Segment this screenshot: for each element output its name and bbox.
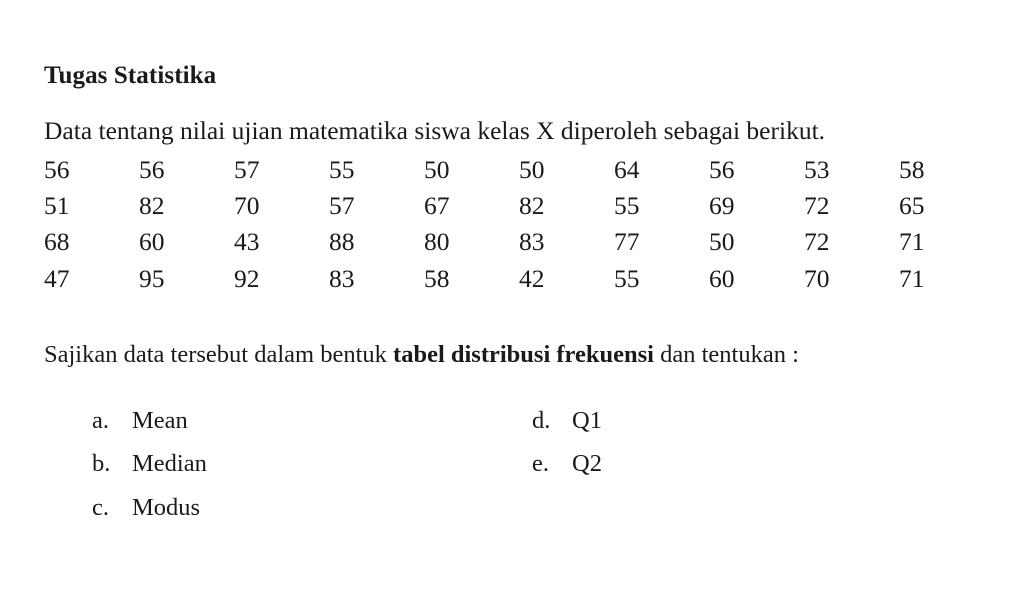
data-cell: 92 bbox=[234, 263, 260, 293]
data-cell: 83 bbox=[519, 227, 545, 257]
data-cell: 77 bbox=[614, 227, 640, 257]
data-cell: 72 bbox=[804, 227, 830, 257]
data-values-grid bbox=[44, 152, 995, 297]
list-item-label: Mean bbox=[132, 406, 188, 434]
list-item-marker: b. bbox=[92, 450, 111, 478]
data-cell: 58 bbox=[424, 263, 450, 293]
instruction-text bbox=[44, 341, 995, 369]
data-cell: 60 bbox=[139, 227, 165, 257]
list-item-marker: a. bbox=[92, 406, 109, 434]
list-item bbox=[92, 486, 532, 530]
data-cell: 88 bbox=[329, 227, 355, 257]
data-row bbox=[44, 188, 995, 224]
answers-column-right bbox=[532, 399, 602, 530]
list-item bbox=[92, 442, 532, 486]
data-cell: 55 bbox=[614, 191, 640, 221]
data-row bbox=[44, 152, 995, 188]
intro-text: Data tentang nilai ujian matematika siswa kelas X diperoleh sebagai berikut. bbox=[44, 116, 826, 145]
data-cell: 82 bbox=[139, 191, 165, 221]
data-cell: 72 bbox=[804, 191, 830, 221]
data-cell: 83 bbox=[329, 263, 355, 293]
data-cell: 70 bbox=[804, 263, 830, 293]
data-cell: 58 bbox=[899, 155, 925, 184]
data-cell: 64 bbox=[614, 155, 640, 184]
data-cell: 80 bbox=[424, 227, 450, 257]
data-cell: 60 bbox=[709, 263, 735, 293]
data-cell: 95 bbox=[139, 263, 165, 293]
data-cell: 67 bbox=[424, 191, 450, 221]
data-cell: 69 bbox=[709, 191, 735, 221]
data-cell: 57 bbox=[329, 191, 355, 221]
data-cell: 71 bbox=[899, 263, 925, 293]
data-cell: 47 bbox=[44, 263, 70, 293]
data-row bbox=[44, 224, 995, 260]
list-item bbox=[532, 442, 602, 486]
instruction-before: Sajikan data tersebut dalam bentuk bbox=[44, 340, 394, 368]
data-cell: 51 bbox=[44, 191, 70, 221]
list-item bbox=[532, 399, 602, 443]
data-cell: 50 bbox=[424, 155, 450, 184]
data-cell: 71 bbox=[899, 227, 925, 257]
data-row bbox=[44, 261, 995, 297]
data-cell: 53 bbox=[804, 155, 830, 184]
data-cell: 57 bbox=[234, 155, 260, 184]
data-cell: 42 bbox=[519, 263, 545, 293]
data-cell: 68 bbox=[44, 227, 70, 257]
list-item bbox=[92, 399, 532, 443]
data-cell: 70 bbox=[234, 191, 260, 221]
list-item-marker: c. bbox=[92, 494, 109, 522]
answers-list bbox=[44, 399, 995, 530]
data-cell: 55 bbox=[329, 155, 355, 184]
list-item-label: Q2 bbox=[572, 450, 602, 478]
page-title: Tugas Statistika bbox=[44, 62, 217, 89]
data-cell: 43 bbox=[234, 227, 260, 257]
data-cell: 65 bbox=[899, 191, 925, 221]
data-cell: 55 bbox=[614, 263, 640, 293]
answers-column-left bbox=[92, 399, 532, 530]
instruction-emphasis: tabel distribusi frekuensi bbox=[393, 340, 654, 368]
data-cell: 50 bbox=[709, 227, 735, 257]
data-cell: 56 bbox=[44, 155, 70, 184]
data-cell: 56 bbox=[709, 155, 735, 184]
data-cell: 50 bbox=[519, 155, 545, 184]
data-cell: 82 bbox=[519, 191, 545, 221]
instruction-after: dan tentukan : bbox=[653, 340, 799, 368]
data-cell: 56 bbox=[139, 155, 165, 184]
list-item-marker: e. bbox=[532, 450, 549, 478]
list-item-label: Q1 bbox=[572, 406, 602, 434]
list-item-label: Median bbox=[132, 450, 207, 478]
list-item-label: Modus bbox=[132, 494, 201, 522]
list-item-marker: d. bbox=[532, 406, 551, 434]
